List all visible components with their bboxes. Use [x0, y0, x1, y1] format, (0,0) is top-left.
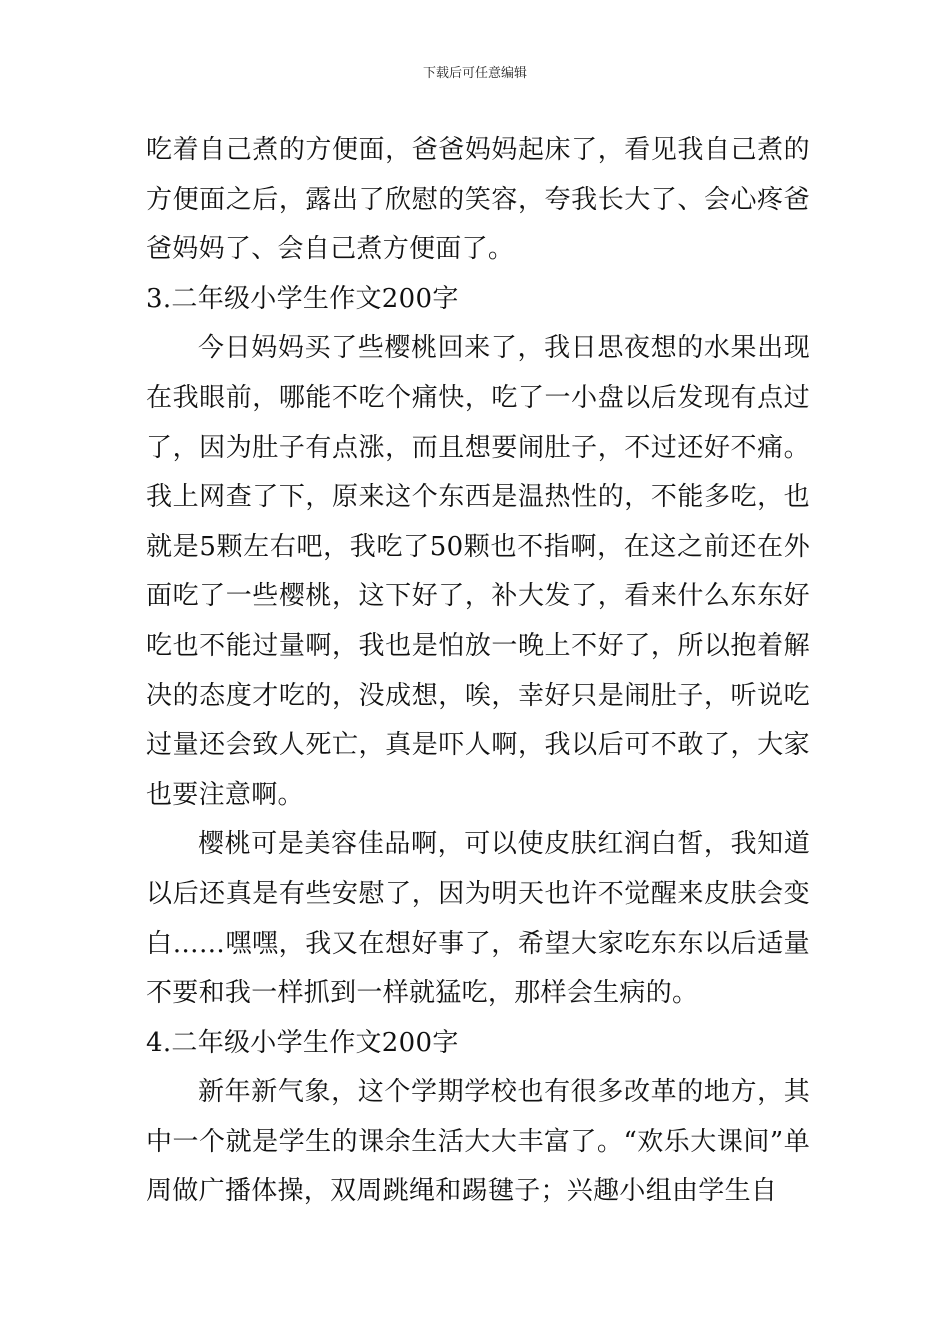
paragraph-cherries-2: 樱桃可是美容佳品啊，可以使皮肤红润白皙，我知道以后还真是有些安慰了，因为明天也许不觉醒来皮肤会变白……嘿嘿，我又在想好事了，希望大家吃东东以后适量不要和我一样抓到一样就猛吃，那样会生病的。	[146, 829, 810, 1009]
header-note: 下载后可任意编辑	[422, 66, 527, 81]
paragraph-new-term: 新年新气象，这个学期学校也有很多改革的地方，其中一个就是学生的课余生活大大丰富了。“欢乐大课间”单周做广播体操，双周跳绳和踢毽子；兴趣小组由学生自	[146, 1077, 810, 1207]
section-heading-4: 4.二年级小学生作文200字	[146, 1027, 459, 1058]
section-heading-3: 3.二年级小学生作文200字	[146, 283, 459, 314]
paragraph-cherries-1: 今日妈妈买了些樱桃回来了，我日思夜想的水果出现在我眼前，哪能不吃个痛快，吃了一小盘以后发现有点过了，因为肚子有点涨，而且想要闹肚子，不过还好不痛。我上网查了下，原来这个东西是温热性的，不能多吃，也就是5颗左右吧，我吃了50颗也不指啊，在这之前还在外面吃了一些樱桃，这下好了，补大发了，看来什么东东好吃也不能过量啊，我也是怕放一晚上不好了，所以抱着解决的态度才吃的，没成想，唉，幸好只是闹肚子，听说吃过量还会致人死亡，真是吓人啊，我以后可不敢了，大家也要注意啊。	[146, 333, 810, 810]
paragraph-continuation: 吃着自己煮的方便面，爸爸妈妈起床了，看见我自己煮的方便面之后，露出了欣慰的笑容，夸我长大了、会心疼爸爸妈妈了、会自己煮方便面了。	[146, 135, 810, 265]
document-body	[146, 126, 810, 1217]
